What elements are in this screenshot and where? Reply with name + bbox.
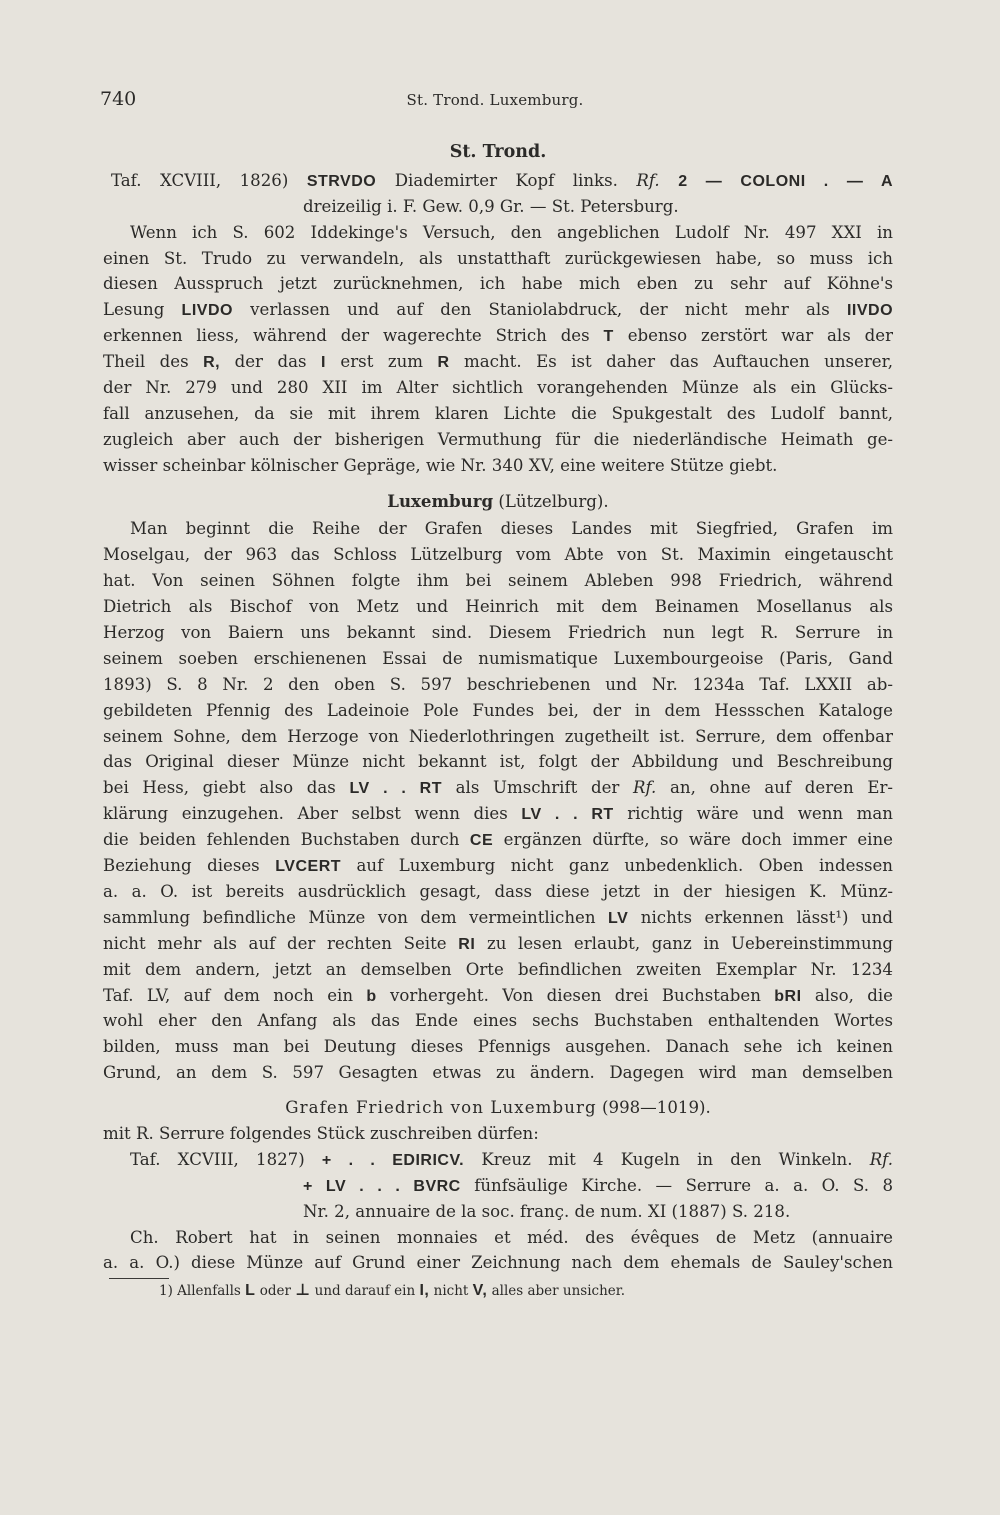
footnote: 1) Allenfalls L oder ⊥ und darauf ein I, nicht V, alles aber unsicher. [159, 1282, 626, 1300]
paragraph-line: seinem soeben erschienenen Essai de numismatique Luxembourgeoise (Paris, Gand [103, 648, 893, 668]
paragraph-line: der Nr. 279 und 280 XII im Alter sichtlich vorangehenden Münze als ein Glücks- [103, 378, 893, 398]
paragraph-line: die beiden fehlenden Buchstaben durch CE ergänzen dürfte, so wäre doch immer eine [103, 830, 893, 850]
paragraph-line: diesen Ausspruch jetzt zurücknehmen, ich habe mich eben zu sehr auf Köhne's [103, 274, 893, 294]
coin-entry-1826-line2: dreizeilig i. F. Gew. 0,9 Gr. — St. Petersburg. [303, 196, 679, 216]
paragraph-line: sammlung befindliche Münze von dem vermeintlichen LV nichts erkennen lässt¹) und [103, 907, 893, 927]
paragraph-line: Ch. Robert hat in seinen monnaies et méd. des évêques de Metz (annuaire [130, 1227, 893, 1247]
running-title: St. Trond. Luxemburg. [406, 91, 584, 109]
coin-legend: STRVDO [306, 172, 377, 190]
paragraph-line: Taf. LV, auf dem noch ein b vorhergeht. Von diesen drei Buchstaben bRI also, die [103, 985, 893, 1005]
paragraph-line: mit R. Serrure folgendes Stück zuschreiben dürfen: [103, 1123, 539, 1143]
section-heading-luxemburg: Luxemburg (Lützelburg). [387, 490, 609, 511]
paragraph-line: wisser scheinbar kölnischer Gepräge, wie Nr. 340 XV, eine weitere Stütze giebt. [103, 455, 778, 475]
paragraph-line: bei Hess, giebt also das LV . . RT als Umschrift der Rf. an, ohne auf deren Er- [103, 778, 893, 798]
coin-legend: 2 — COLONI . — A [678, 172, 893, 190]
paragraph-line: mit dem andern, jetzt an demselben Orte befindlichen zweiten Exemplar Nr. 1234 [103, 959, 893, 979]
footnote-rule [109, 1278, 169, 1279]
paragraph-line: Beziehung dieses LVCERT auf Luxemburg nicht ganz unbedenklich. Oben indessen [103, 856, 893, 876]
paragraph-line: Moselgau, der 963 das Schloss Lützelburg vom Abte von St. Maximin eingetauscht [103, 545, 893, 565]
paragraph-line: Man beginnt die Reihe der Grafen dieses Landes mit Siegfried, Grafen im [130, 519, 893, 539]
coin-entry-1827-line2: + LV . . . BVRC fünfsäulige Kirche. — Serrure a. a. O. S. 8 [303, 1175, 893, 1195]
paragraph-line: Theil des R, der das I erst zum R macht. Es ist daher das Auftauchen unserer, [103, 352, 893, 372]
paragraph-line: hat. Von seinen Söhnen folgte ihm bei seinem Ableben 998 Friedrich, während [103, 571, 893, 591]
paragraph-line: a. a. O.) diese Münze auf Grund einer Zeichnung nach dem ehemals de Sauley'schen [103, 1253, 893, 1273]
page-header [100, 88, 890, 118]
count-heading: Grafen Friedrich von Luxemburg (998—1019). [285, 1098, 711, 1118]
paragraph-line: gebildeten Pfennig des Ladeinoie Pole Fundes bei, der in dem Hessschen Kataloge [103, 700, 893, 720]
coin-entry-1827-line1: Taf. XCVIII, 1827) + . . EDIRICV. Kreuz mit 4 Kugeln in den Winkeln. Rf. [130, 1149, 893, 1169]
paragraph-line: Wenn ich S. 602 Iddekinge's Versuch, den angeblichen Ludolf Nr. 497 XXI in [130, 222, 893, 242]
paragraph-line: einen St. Trudo zu verwandeln, als unstatthaft zurückgewiesen habe, so muss ich [103, 248, 893, 268]
page-number: 740 [100, 88, 137, 110]
paragraph-line: das Original dieser Münze nicht bekannt ist, folgt der Abbildung und Beschreibung [103, 752, 893, 772]
paragraph-line: 1893) S. 8 Nr. 2 den oben S. 597 beschriebenen und Nr. 1234a Taf. LXXII ab- [103, 674, 893, 694]
paragraph-line: erkennen liess, während der wagerechte Strich des T ebenso zerstört war als der [103, 326, 893, 346]
paragraph-line: a. a. O. ist bereits ausdrücklich gesagt, dass diese jetzt in der hiesigen K. Münz- [103, 881, 893, 901]
paragraph-line: Dietrich als Bischof von Metz und Heinrich mit dem Beinamen Mosellanus als [103, 597, 893, 617]
coin-entry-1826-line1: Taf. XCVIII, 1826) STRVDO Diademirter Kopf links. Rf. 2 — COLONI . — A [111, 170, 893, 190]
section-heading-st-trond: St. Trond. [449, 142, 547, 162]
paragraph-line: Grund, an dem S. 597 Gesagten etwas zu ändern. Dagegen wird man demselben [103, 1063, 893, 1083]
paragraph-line: klärung einzugehen. Aber selbst wenn dies LV . . RT richtig wäre und wenn man [103, 804, 893, 824]
body-text [103, 138, 893, 1301]
paragraph-line: Herzog von Baiern uns bekannt sind. Diesem Friedrich nun legt R. Serrure in [103, 623, 893, 643]
coin-entry-1827-line3: Nr. 2, annuaire de la soc. franç. de num. XI (1887) S. 218. [303, 1201, 791, 1221]
paragraph-line: nicht mehr als auf der rechten Seite RI zu lesen erlaubt, ganz in Uebereinstimmung [103, 933, 893, 953]
paragraph-line: zugleich aber auch der bisherigen Vermuthung für die niederländische Heimath ge- [103, 429, 893, 449]
paragraph-line: bilden, muss man bei Deutung dieses Pfennigs ausgehen. Danach sehe ich keinen [103, 1037, 893, 1057]
paragraph-line: wohl eher den Anfang als das Ende eines sechs Buchstaben enthaltenden Wortes [103, 1011, 893, 1031]
paragraph-line: fall anzusehen, da sie mit ihrem klaren Lichte die Spukgestalt des Ludolf bannt, [103, 403, 893, 423]
paragraph-line: Lesung LIVDO verlassen und auf den Staniolabdruck, der nicht mehr als IIVDO [103, 300, 893, 320]
paragraph-line: seinem Sohne, dem Herzoge von Niederlothringen zugetheilt ist. Serrure, dem offenbar [103, 726, 893, 746]
